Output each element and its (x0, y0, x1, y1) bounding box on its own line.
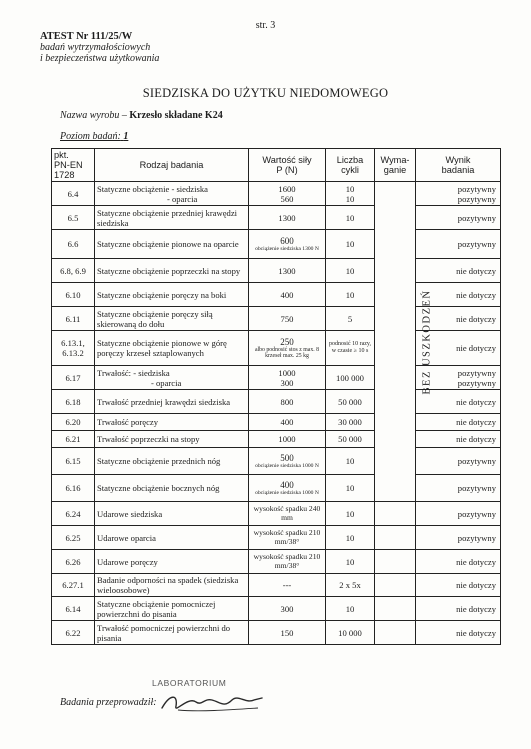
table-row: 6.13.1, 6.13.2 Statyczne obciążenie pionowe w górę poręczy krzeseł sztaplowanych 250 albo podnosić stos z max. 8 krzeseł max. 25 kg podnosić 10 razy, w czasie ≥ 10 s nie dotyczy (52, 331, 501, 366)
test-level (60, 131, 128, 142)
test-results-table (51, 148, 501, 645)
header-test-type: Rodzaj badania (95, 149, 249, 182)
certificate-subtitle-1: badań wytrzymałościowych (40, 42, 151, 53)
table-row: 6.17 Trwałość: - siedziska - oparcia 1000 300 100 000 pozytywny pozytywny (52, 366, 501, 390)
product-label: Nazwa wyrobu (60, 110, 120, 121)
table-row: 6.11 Statyczne obciążenie poręczy siłą skierowaną do dołu 750 5 nie dotyczy (52, 307, 501, 331)
table-row: 6.8, 6.9 Statyczne obciążenie poprzeczki na stopy 1300 10 nie dotyczy (52, 259, 501, 283)
document-title: SIEDZISKA DO UŻYTKU NIEDOMOWEGO (142, 86, 389, 100)
table-row (52, 182, 501, 206)
table-row: 6.22 Trwałość pomocniczej powierzchni do pisania 150 10 000 nie dotyczy (52, 621, 501, 645)
product-separator: – (119, 110, 130, 121)
certificate-number: ATEST Nr 111/25/W (40, 31, 133, 42)
header-clause: pkt. PN-EN 1728 (52, 149, 95, 182)
performed-by-label: Badania przeprowadził: (60, 697, 157, 708)
table-row: 6.16 Statyczne obciążenie bocznych nóg 400 obciążenie siedziska 1000 N 10 pozytywny (52, 475, 501, 502)
page-number: str. 3 (255, 20, 276, 31)
product-line (60, 110, 223, 121)
header-result: Wynik badania (416, 149, 501, 182)
table-row: 6.18 Trwałość przedniej krawędzi siedziska 800 50 000 nie dotyczy (52, 390, 501, 414)
test-level-value: 1 (123, 131, 129, 142)
table-row: 6.10 Statyczne obciążenie poręczy na boki 400 10 nie dotyczy (52, 283, 501, 307)
certificate-subtitle-2: i bezpieczeństwa użytkowania (40, 53, 160, 64)
table-row: 6.15 Statyczne obciążenie przednich nóg 500 obciążenie siedziska 1000 N 10 pozytywny (52, 448, 501, 475)
row-cycles: 10 10 (326, 182, 375, 206)
row-force: 1600 560 (249, 182, 326, 206)
header-force: Wartość siły P (N) (249, 149, 326, 182)
table-row: 6.21 Trwałość poprzeczki na stopy 1000 50 000 nie dotyczy (52, 431, 501, 448)
table-row: 6.20 Trwałość poręczy 400 30 000 nie dotyczy (52, 414, 501, 431)
table-row: 6.6 Statyczne obciążenie pionowe na oparcie 600 obciążenie siedziska 1300 N 10 pozytywny (52, 230, 501, 259)
table-header-row (52, 149, 501, 182)
table-row: 6.25 Udarowe oparcia wysokość spadku 210 mm/38° 10 pozytywny (52, 526, 501, 550)
header-cycles: Liczba cykli (326, 149, 375, 182)
product-name: Krzesło składane K24 (129, 110, 223, 121)
table-row: 6.24 Udarowe siedziska wysokość spadku 240 mm 10 pozytywny (52, 502, 501, 526)
table-row: 6.26 Udarowe poręczy wysokość spadku 210 mm/38° 10 nie dotyczy (52, 550, 501, 574)
signature-icon (158, 688, 268, 716)
table-row: 6.14 Statyczne obciążenie pomocniczej powierzchni do pisania 300 10 nie dotyczy (52, 597, 501, 621)
row-test: Statyczne obciążenie - siedziska - oparcia (95, 182, 249, 206)
certificate-header (40, 31, 159, 64)
table-row: 6.27.1 Badanie odporności na spadek (siedziska wieloosobowe) --- 2 x 5x nie dotyczy (52, 574, 501, 597)
header-requirement: Wyma- ganie (375, 149, 416, 182)
row-result: pozytywny pozytywny (416, 182, 501, 206)
requirement-merged-cell (375, 182, 433, 502)
row-clause: 6.4 (52, 182, 95, 206)
test-level-label: Poziom badań: (60, 131, 121, 142)
requirement-text: BEZ USZKODZEŃ (421, 289, 433, 395)
table-row: 6.5 Statyczne obciążenie przedniej krawędzi siedziska 1300 10 pozytywny (52, 206, 501, 230)
laboratory-stamp: LABORATORIUM (152, 678, 227, 688)
